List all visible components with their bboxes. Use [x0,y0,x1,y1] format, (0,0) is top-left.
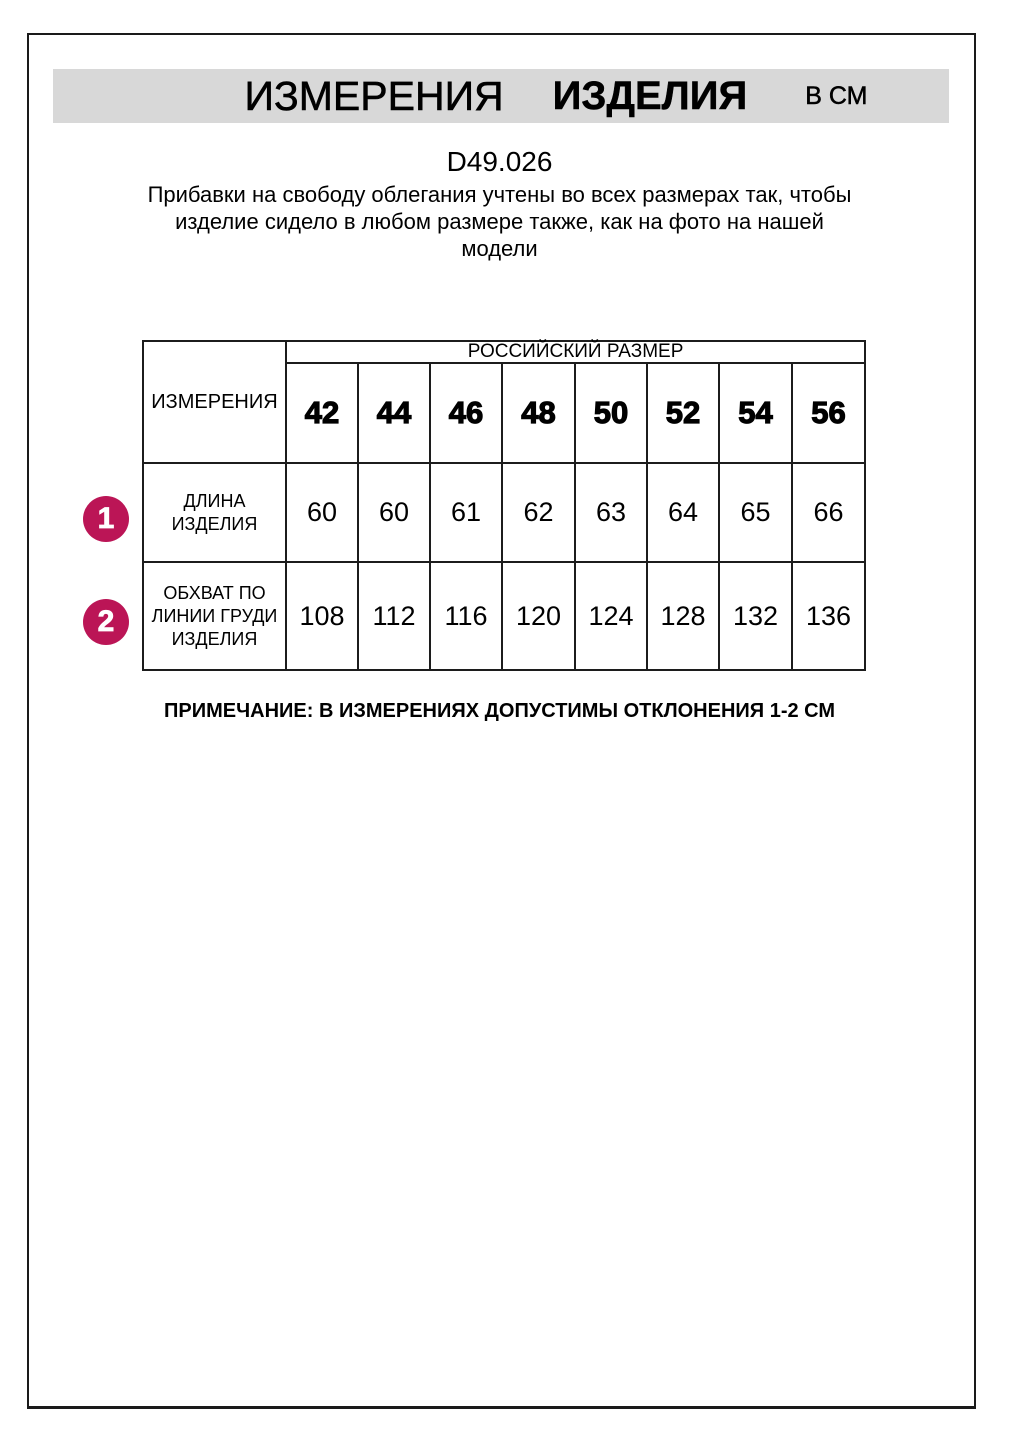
table-row [143,463,865,562]
table-cell: 132 [719,562,792,670]
table-cell: 63 [575,463,647,562]
size-header-46: 46 [430,363,502,463]
row-label-length: ДЛИНА ИЗДЕЛИЯ [143,463,286,562]
table-cell: 66 [792,463,865,562]
table-cell: 60 [286,463,358,562]
size-header-50: 50 [575,363,647,463]
size-header-48: 48 [502,363,575,463]
tolerance-note: ПРИМЕЧАНИЕ: В ИЗМЕРЕНИЯХ ДОПУСТИМЫ ОТКЛОНЕНИЯ 1-2 СМ [164,700,835,722]
table-cell: 116 [430,562,502,670]
fit-description-line: изделие сидело в любом размере также, как на фото на нашей [175,209,824,234]
row-marker-1: 1 [83,496,129,542]
table-cell: 60 [358,463,430,562]
title-banner [53,69,949,123]
table-group-header: РОССИЙСКИЙ РАЗМЕР [286,341,865,363]
fit-description-line: модели [461,236,538,261]
table-cell: 61 [430,463,502,562]
fit-description-line: Прибавки на свободу облегания учтены во всех размерах так, чтобы [147,182,852,207]
page-title-emphasis: ИЗДЕЛИЯ [552,73,748,118]
table-cell: 136 [792,562,865,670]
size-table [142,340,866,671]
size-header-54: 54 [719,363,792,463]
row-marker-2: 2 [83,599,129,645]
size-header-56: 56 [792,363,865,463]
table-cell: 128 [647,562,719,670]
unit-label: В СМ [805,81,868,110]
size-header-52: 52 [647,363,719,463]
model-code: D49.026 [446,146,553,177]
table-cell: 124 [575,562,647,670]
table-row [143,562,865,670]
table-row [143,341,865,363]
table-cell: 65 [719,463,792,562]
table-cell: 62 [502,463,575,562]
table-cell: 64 [647,463,719,562]
row-label-chest: ОБХВАТ ПО ЛИНИИ ГРУДИ ИЗДЕЛИЯ [143,562,286,670]
size-header-44: 44 [358,363,430,463]
table-corner-label: ИЗМЕРЕНИЯ [143,341,286,463]
fit-description [27,181,972,262]
table-cell: 112 [358,562,430,670]
page-title: ИЗМЕРЕНИЯ [244,72,504,119]
table-cell: 120 [502,562,575,670]
size-header-42: 42 [286,363,358,463]
table-cell: 108 [286,562,358,670]
